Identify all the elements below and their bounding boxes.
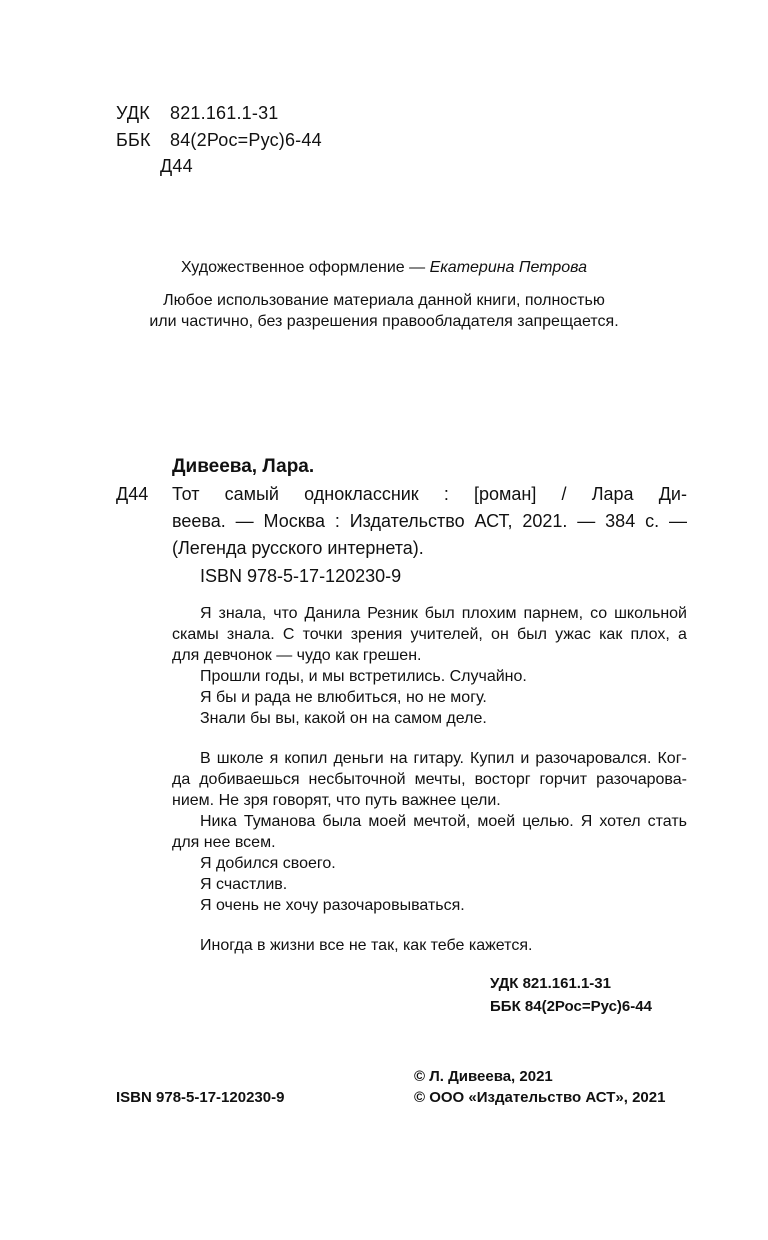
annotation-word: разочарова- [596, 771, 687, 788]
bottom-bbk: ББК 84(2Рос=Рус)6-44 [490, 998, 652, 1015]
bottom-udk: УДК 821.161.1-31 [490, 975, 611, 992]
catalog-word: АСТ, [474, 511, 513, 531]
annotation-word: Купил [470, 750, 515, 767]
annotation-p1-line-1 [172, 603, 687, 624]
annotation-word: я [269, 750, 279, 767]
annotation-word: была [322, 813, 362, 830]
catalog-word: самый [224, 484, 279, 504]
annotation-word: моей [477, 813, 516, 830]
annotation-word: Ког- [657, 750, 687, 767]
bbk-value: 84(2Рос=Рус)6-44 [170, 130, 322, 150]
bottom-isbn: ISBN 978-5-17-120230-9 [116, 1089, 285, 1106]
annotation-word: знала, [218, 605, 267, 622]
catalog-word: — [668, 511, 687, 531]
catalog-word: Лара [591, 484, 634, 504]
annotation-word: хотел [599, 813, 641, 830]
annotation-p1-line-2 [172, 624, 687, 645]
annotation-word: Я [580, 813, 593, 830]
rights-line-2: или частично, без разрешения правообладателя запрещается. [149, 313, 619, 330]
catalog-word: / [561, 484, 567, 504]
annotation-word: Туманова [243, 813, 316, 830]
annotation-word: точки [302, 626, 343, 643]
annotation-word: Я [200, 605, 212, 622]
catalog-line-2 [172, 508, 687, 535]
annotation-word: мечтой, [413, 813, 471, 830]
annotation-word: разочаровался. [535, 750, 652, 767]
annotation-word: Ника [200, 813, 237, 830]
annotation-word: С [282, 626, 295, 643]
annotation-word: на [389, 750, 408, 767]
annotation-word: горчит [539, 771, 588, 788]
annotation-word: да [172, 771, 191, 788]
annotation-word: несбыточной [308, 771, 406, 788]
catalog-line-3: (Легенда русского интернета). [172, 538, 424, 558]
annotation-line-a1: Прошли годы, и мы встретились. Случайно. [200, 668, 527, 685]
annotation-word: был [424, 605, 455, 622]
annotation-word: плохим [461, 605, 517, 622]
catalog-word: — [577, 511, 596, 531]
annotation-word: деньги [333, 750, 384, 767]
annotation-line-b2: Я счастлив. [200, 876, 288, 893]
author-mark: Д44 [160, 156, 193, 176]
catalog-word: — [235, 511, 254, 531]
annotation-word: копил [284, 750, 328, 767]
bbk-label: ББК [116, 130, 151, 150]
catalog-word: с. [645, 511, 660, 531]
annotation-word: добиваешься [199, 771, 300, 788]
annotation-word: стать [647, 813, 687, 830]
catalog-word: Издательство [349, 511, 465, 531]
annotation-word: Резник [367, 605, 418, 622]
annotation-word: что [273, 605, 298, 622]
annotation-p2-line-2 [172, 769, 687, 790]
annotation-second [172, 748, 687, 916]
catalog-word: : [443, 484, 449, 504]
annotation-word: восторг [474, 771, 531, 788]
design-name: Екатерина Петрова [429, 259, 588, 276]
annotation-word: мечты, [414, 771, 466, 788]
annotation-word: учителей, [410, 626, 483, 643]
annotation-line-b1: Я добился своего. [200, 855, 336, 872]
catalog-word: [роман] [474, 484, 537, 504]
annotation-closing [172, 935, 687, 956]
bbk-line [116, 130, 322, 151]
copyright-publisher: © ООО «Издательство АСТ», 2021 [414, 1089, 666, 1106]
annotation-word: гитару. [413, 750, 464, 767]
annotation-p3-line-1 [172, 811, 687, 832]
catalog-word: Москва [263, 511, 325, 531]
annotation-word: и [520, 750, 530, 767]
udk-value: 821.161.1-31 [170, 103, 279, 123]
catalog-isbn: ISBN 978-5-17-120230-9 [200, 566, 402, 586]
catalog-description [172, 481, 687, 562]
annotation-word: ужас [555, 626, 591, 643]
annotation-word: целью. [522, 813, 574, 830]
catalog-word: 384 [605, 511, 636, 531]
annotation-word: как [599, 626, 623, 643]
annotation-p1-line-3: для девчонок — чудо как грешен. [172, 647, 422, 664]
annotation [172, 603, 687, 729]
annotation-word: со [590, 605, 608, 622]
annotation-line-b3: Я очень не хочу разочаровываться. [200, 897, 465, 914]
annotation-p2-line-3: нием. Не зря говорят, что путь важнее цели. [172, 792, 501, 809]
annotation-word: он [491, 626, 509, 643]
annotation-word: знала. [226, 626, 275, 643]
annotation-word: плох, [630, 626, 670, 643]
annotation-word: был [516, 626, 547, 643]
annotation-word: скамы [172, 626, 219, 643]
rights-line-1: Любое использование материала данной книги, полностью [163, 292, 605, 309]
catalog-word: одноклассник [304, 484, 419, 504]
udk-line [116, 103, 279, 124]
annotation-word: В [200, 750, 211, 767]
annotation-word: Данила [304, 605, 361, 622]
catalog-word: 2021. [522, 511, 568, 531]
catalog-word: : [334, 511, 340, 531]
catalog-word: веева. [172, 511, 226, 531]
annotation-line-a2: Я бы и рада не влюбиться, но не могу. [200, 689, 487, 706]
annotation-closing-line: Иногда в жизни все не так, как тебе кажется. [200, 937, 533, 954]
annotation-p2-line-1 [172, 748, 687, 769]
udk-label: УДК [116, 103, 150, 123]
annotation-word: парнем, [523, 605, 584, 622]
annotation-word: моей [368, 813, 407, 830]
catalog-code: Д44 [116, 484, 149, 504]
catalog-word: Ди- [658, 484, 687, 504]
design-credit [0, 259, 768, 277]
catalog-author: Дивеева, Лара. [172, 456, 315, 477]
annotation-word: зрения [350, 626, 403, 643]
catalog-line-1 [172, 481, 687, 508]
catalog-word: Тот [172, 484, 200, 504]
copyright-author: © Л. Дивеева, 2021 [414, 1068, 553, 1085]
annotation-word: школе [216, 750, 264, 767]
annotation-p3-line-2: для нее всем. [172, 834, 276, 851]
annotation-word: школьной [614, 605, 687, 622]
annotation-word: а [678, 626, 687, 643]
design-label: Художественное оформление — [180, 259, 426, 276]
annotation-line-a3: Знали бы вы, какой он на самом деле. [200, 710, 487, 727]
